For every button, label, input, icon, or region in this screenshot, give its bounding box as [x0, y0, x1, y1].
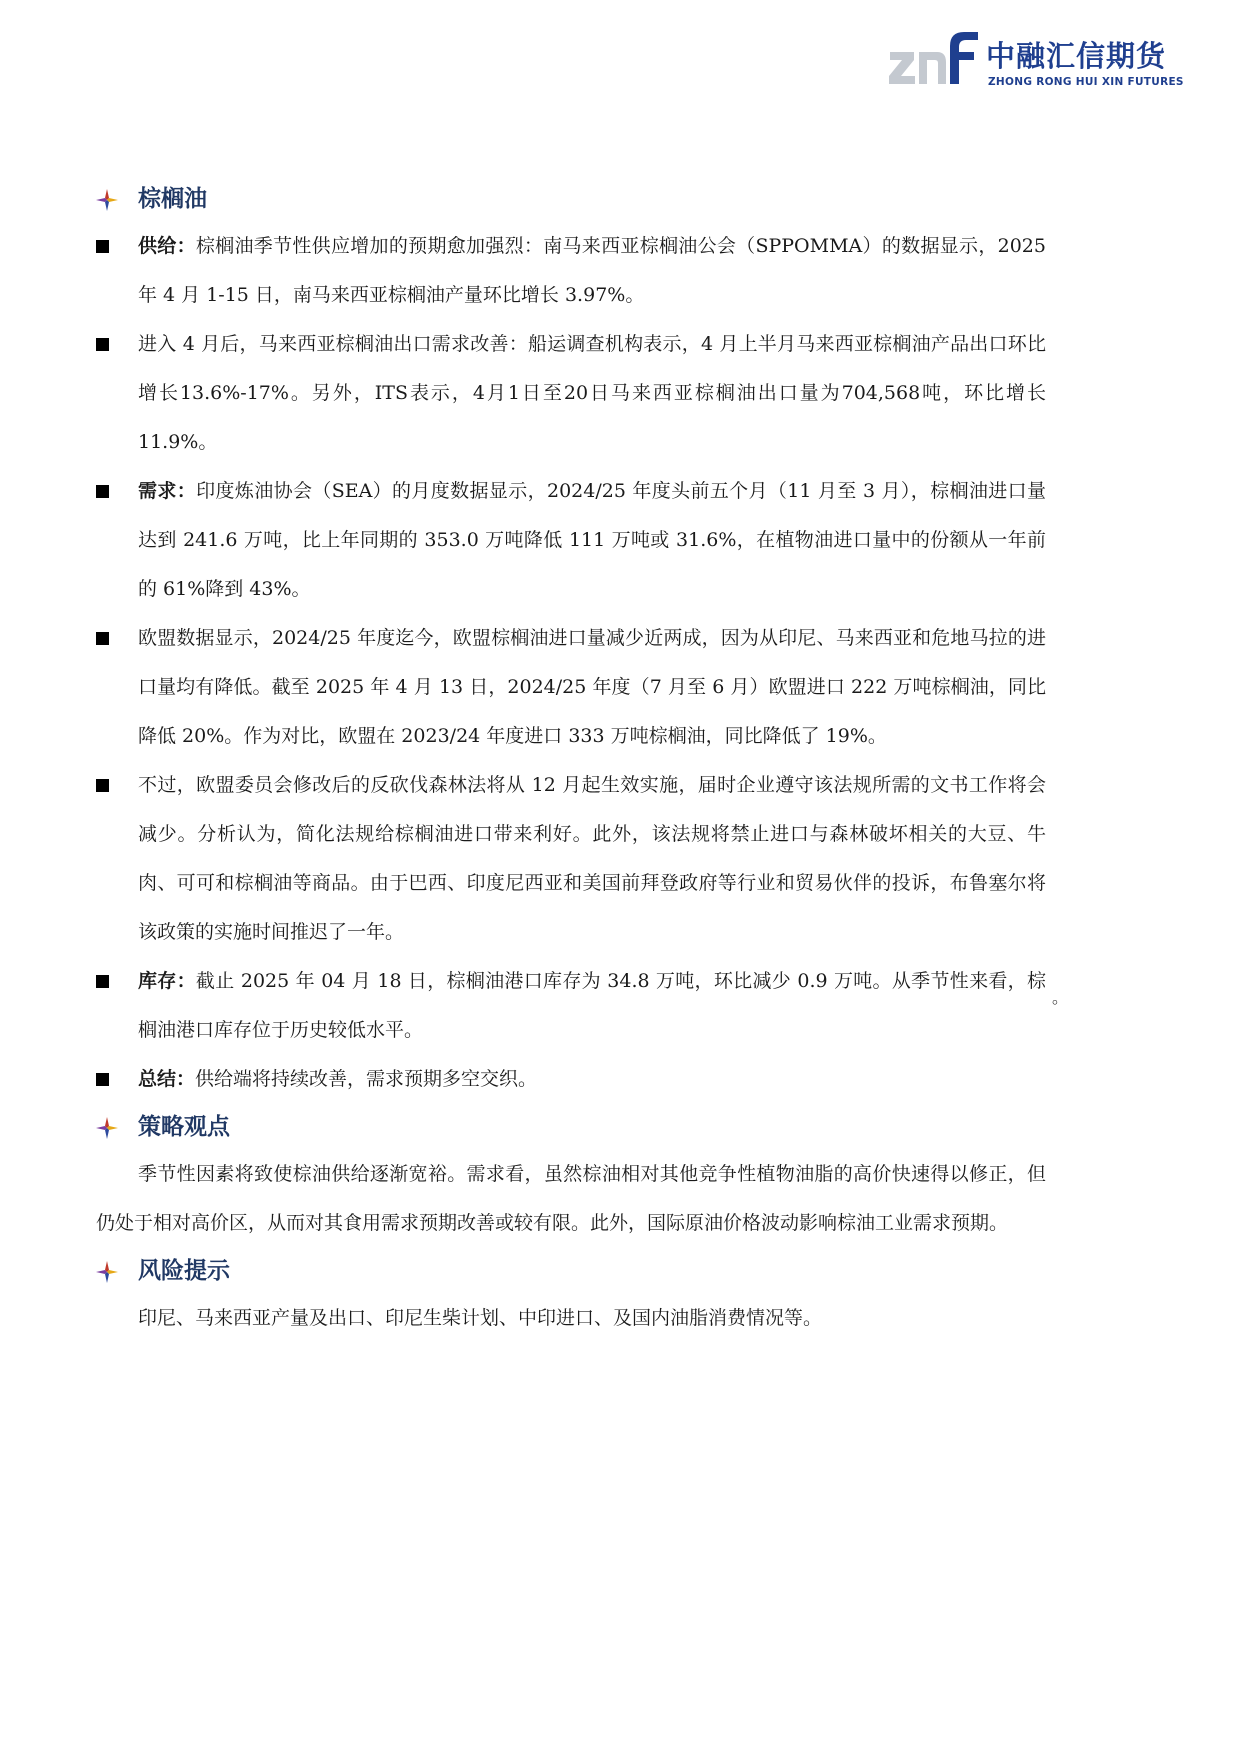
- item-text: 不过，欧盟委员会修改后的反砍伐森林法将从 12 月起生效实施，届时企业遵守该法规所需的文书工作将会减少。分析认为，简化法规给棕榈油进口带来利好。此外，该法规将禁止进口与森林破坏相关的大豆、牛肉、可可和棕榈油等商品。由于巴西、印度尼西亚和美国前拜登政府等行业和贸易伙伴的投诉，布鲁塞尔将该政策的实施时间推迟了一年。: [138, 774, 1046, 943]
- item-text: 印度炼油协会（SEA）的月度数据显示，2024/25 年度头前五个月（11 月至 3 月），棕榈油进口量达到 241.6 万吨，比上年同期的 353.0 万吨降低 111 万吨或 31.6%，在植物油进口量中的份额从一年前的 61%降到 43%。: [138, 480, 1046, 600]
- item-text: 进入 4 月后，马来西亚棕榈油出口需求改善：船运调查机构表示，4 月上半月马来西亚棕榈油产品出口环比增长13.6%-17%。另外，ITS表示，4月1日至20日马来西亚棕榈油出口量为704,568吨，环比增长 11.9%。: [138, 333, 1046, 453]
- item-text: 欧盟数据显示，2024/25 年度迄今，欧盟棕榈油进口量减少近两成，因为从印尼、马来西亚和危地马拉的进口量均有降低。截至 2025 年 4 月 13 日，2024/25 年度（7 月至 6 月）欧盟进口 222 万吨棕榈油，同比降低 20%。作为对比，欧盟在 2023/24 年度进口 333 万吨棕榈油，同比降低了 19%。: [138, 627, 1046, 747]
- list-item: [96, 957, 1046, 1055]
- square-bullet-icon: [96, 485, 109, 498]
- list-item: [96, 467, 1046, 614]
- list-item: [96, 1055, 1046, 1104]
- znf-logo-mark-icon: [888, 30, 980, 92]
- square-bullet-icon: [96, 632, 109, 645]
- list-item: [96, 761, 1046, 957]
- section-title: 风险提示: [138, 1258, 230, 1284]
- section-heading-palm-oil: [96, 176, 1046, 222]
- item-text: 供给端将持续改善，需求预期多空交织。: [195, 1068, 538, 1090]
- brand-name-cn: 中融汇信期货: [986, 39, 1167, 73]
- section-heading-risk: [96, 1248, 1046, 1294]
- section-heading-strategy: [96, 1104, 1046, 1150]
- item-text: 截止 2025 年 04 月 18 日，棕榈油港口库存为 34.8 万吨，环比减少 0.9 万吨。从季节性来看，棕榈油港口库存位于历史较低水平。: [138, 970, 1046, 1041]
- section-title: 策略观点: [138, 1114, 230, 1140]
- strategy-paragraph: 季节性因素将致使棕油供给逐渐宽裕。需求看，虽然棕油相对其他竞争性植物油脂的高价快速得以修正，但仍处于相对高价区，从而对其食用需求预期改善或较有限。此外，国际原油价格波动影响棕油工业需求预期。: [96, 1163, 1046, 1234]
- item-label: 供给：: [138, 235, 196, 257]
- item-label: 需求：: [138, 480, 197, 502]
- item-label: 库存：: [138, 970, 196, 992]
- list-item: [96, 614, 1046, 761]
- item-label: 总结：: [138, 1068, 196, 1090]
- list-item: [96, 222, 1046, 320]
- section-title: 棕榈油: [138, 186, 207, 212]
- list-item: [96, 320, 1046, 467]
- document-body: [96, 176, 1046, 1343]
- compass-star-icon: [96, 1261, 118, 1283]
- compass-star-icon: [96, 1117, 118, 1139]
- square-bullet-icon: [96, 1073, 109, 1086]
- stray-punctuation: 。: [1052, 988, 1069, 1007]
- company-logo: [888, 30, 1184, 92]
- square-bullet-icon: [96, 338, 109, 351]
- square-bullet-icon: [96, 240, 109, 253]
- brand-name-en: ZHONG RONG HUI XIN FUTURES: [988, 76, 1184, 88]
- square-bullet-icon: [96, 779, 109, 792]
- risk-paragraph: 印尼、马来西亚产量及出口、印尼生柴计划、中印进口、及国内油脂消费情况等。: [138, 1307, 823, 1329]
- item-text: 棕榈油季节性供应增加的预期愈加强烈：南马来西亚棕榈油公会（SPPOMMA）的数据显示，2025 年 4 月 1-15 日，南马来西亚棕榈油产量环比增长 3.97%。: [138, 235, 1046, 306]
- square-bullet-icon: [96, 975, 109, 988]
- compass-star-icon: [96, 189, 118, 211]
